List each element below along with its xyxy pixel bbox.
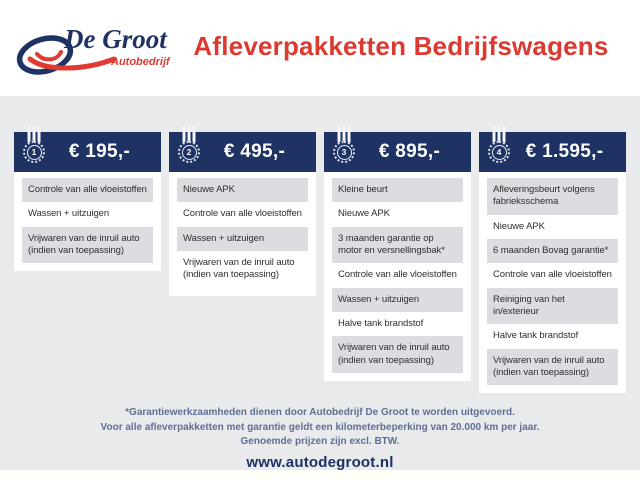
footnote-line: *Garantiewerkzaamheden dienen door Autobedrijf De Groot te worden uitgevoerd.: [125, 407, 515, 419]
website-link[interactable]: www.autodegroot.nl: [246, 454, 394, 470]
medal-icon: [22, 132, 46, 172]
logo-name: De Groot: [64, 23, 167, 54]
medal-circle-icon: [488, 141, 510, 163]
footnotes: [14, 406, 626, 449]
packages-row: [14, 132, 626, 393]
package-card: [479, 132, 626, 393]
medal-icon: [177, 132, 201, 172]
degroot-logo-icon: [14, 14, 182, 78]
package-number: 4: [492, 145, 507, 160]
package-item-list: [14, 172, 161, 271]
package-item: Wassen + uitzuigen: [177, 227, 308, 251]
package-item: Nieuwe APK: [487, 215, 618, 239]
package-item: Controle van alle vloeistoffen: [22, 178, 153, 202]
package-item: Reiniging van het in/exterieur: [487, 288, 618, 325]
package-card: [14, 132, 161, 271]
package-item: Kleine beurt: [332, 178, 463, 202]
package-item: Nieuwe APK: [177, 178, 308, 202]
package-header: [14, 132, 161, 172]
package-item: Vrijwaren van de inruil auto (indien van toepassing): [487, 349, 618, 386]
page-header: [0, 0, 640, 96]
package-item: Vrijwaren van de inruil auto (indien van toepassing): [22, 227, 153, 264]
footnote-line: Voor alle afleverpakketten met garantie geldt een kilometerbeperking van 20.000 km per jaar.: [100, 421, 540, 433]
package-item: 6 maanden Bovag garantie*: [487, 239, 618, 263]
package-price: € 495,-: [223, 141, 286, 162]
package-item: Wassen + uitzuigen: [332, 288, 463, 312]
package-price: € 895,-: [378, 141, 441, 162]
page-title: Afleverpakketten Bedrijfswagens: [193, 30, 609, 61]
package-item: Controle van alle vloeistoffen: [332, 263, 463, 287]
package-item: Controle van alle vloeistoffen: [487, 263, 618, 287]
bottom-strip: [0, 470, 640, 480]
medal-circle-icon: [178, 141, 200, 163]
footnote-line: Genoemde prijzen zijn excl. BTW.: [240, 435, 400, 447]
package-item-list: [479, 172, 626, 393]
package-item: 3 maanden garantie op motor en versnellingsbak*: [332, 227, 463, 264]
package-item: Wassen + uitzuigen: [22, 202, 153, 226]
package-price: € 195,-: [68, 141, 131, 162]
package-number: 2: [182, 145, 197, 160]
package-item: Vrijwaren van de inruil auto (indien van toepassing): [332, 336, 463, 373]
package-item: Nieuwe APK: [332, 202, 463, 226]
medal-icon: [487, 132, 511, 172]
package-card: [324, 132, 471, 381]
package-card: [169, 132, 316, 296]
package-header: [169, 132, 316, 172]
packages-section: [0, 96, 640, 470]
medal-circle-icon: [333, 141, 355, 163]
degroot-logo: [14, 14, 182, 83]
package-item: Halve tank brandstof: [332, 312, 463, 336]
package-item-list: [324, 172, 471, 381]
package-header: [479, 132, 626, 172]
package-price: € 1.595,-: [525, 141, 604, 162]
medal-circle-icon: [23, 141, 45, 163]
package-item: Halve tank brandstof: [487, 324, 618, 348]
logo-subtitle: Autobedrijf: [111, 55, 170, 68]
package-number: 3: [337, 145, 352, 160]
medal-icon: [332, 132, 356, 172]
package-item: Vrijwaren van de inruil auto (indien van toepassing): [177, 251, 308, 288]
package-header: [324, 132, 471, 172]
package-item: Afleveringsbeurt volgens fabrieksschema: [487, 178, 618, 215]
package-item: Controle van alle vloeistoffen: [177, 202, 308, 226]
package-number: 1: [27, 145, 42, 160]
website-url-wrap: [14, 454, 626, 470]
package-item-list: [169, 172, 316, 296]
